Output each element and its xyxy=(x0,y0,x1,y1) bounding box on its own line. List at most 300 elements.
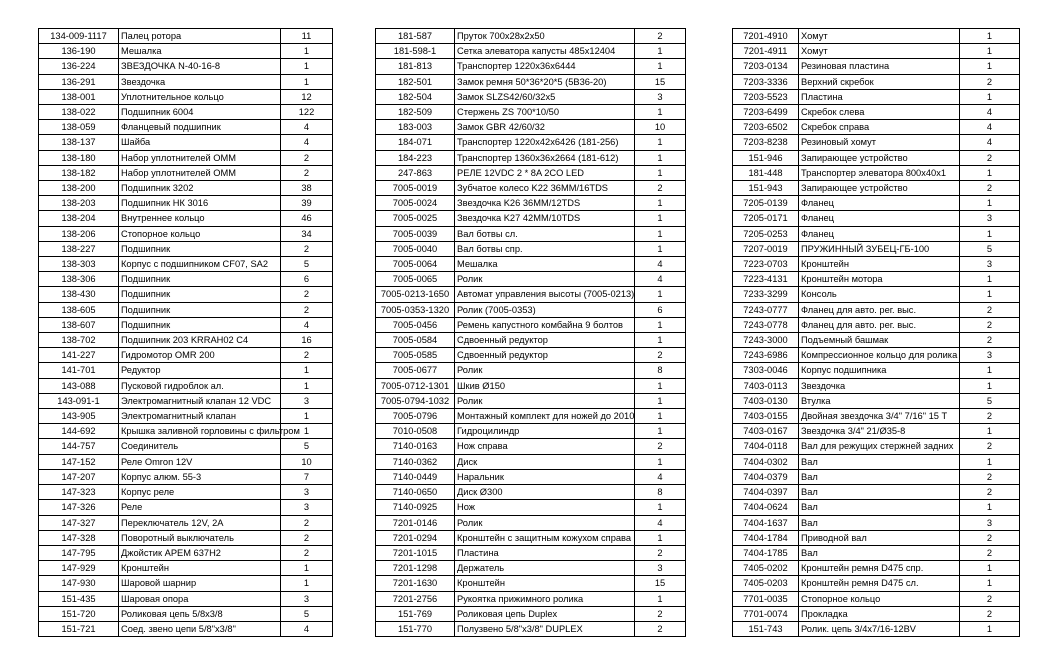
quantity-cell: 2 xyxy=(960,485,1020,500)
part-code-cell: 151-721 xyxy=(39,621,119,636)
part-code-cell: 7403-0167 xyxy=(733,424,799,439)
quantity-cell: 2 xyxy=(281,302,333,317)
part-code-cell: 7205-0171 xyxy=(733,211,799,226)
table-row xyxy=(39,241,333,256)
part-name-cell: Подшипник НК 3016 xyxy=(119,196,281,211)
quantity-cell: 38 xyxy=(281,181,333,196)
table-row xyxy=(733,393,1020,408)
part-name-cell: Корпус с подшипником CF07, SA2 xyxy=(119,257,281,272)
part-name-cell: Электромагнитный клапан xyxy=(119,409,281,424)
part-code-cell: 136-190 xyxy=(39,44,119,59)
quantity-cell: 3 xyxy=(960,515,1020,530)
part-name-cell: Наральник xyxy=(455,469,635,484)
part-code-cell: 7201-2756 xyxy=(376,591,455,606)
table-row xyxy=(733,74,1020,89)
quantity-cell: 2 xyxy=(960,302,1020,317)
table-row xyxy=(39,576,333,591)
quantity-cell: 4 xyxy=(635,257,686,272)
part-name-cell: Корпус подшипника xyxy=(799,363,960,378)
table-row xyxy=(376,44,686,59)
part-code-cell: 151-946 xyxy=(733,150,799,165)
table-row xyxy=(39,621,333,636)
quantity-cell: 10 xyxy=(635,120,686,135)
quantity-cell: 2 xyxy=(281,348,333,363)
part-name-cell: Сетка элеватора капусты 485x12404 xyxy=(455,44,635,59)
table-row xyxy=(733,363,1020,378)
part-name-cell: Скребок справа xyxy=(799,120,960,135)
table-row xyxy=(39,226,333,241)
table-row xyxy=(376,89,686,104)
part-name-cell: Монтажный комплект для ножей до 2010 xyxy=(455,409,635,424)
quantity-cell: 5 xyxy=(281,257,333,272)
part-code-cell: 181-448 xyxy=(733,165,799,180)
quantity-cell: 1 xyxy=(960,621,1020,636)
part-name-cell: Кронштейн мотора xyxy=(799,272,960,287)
quantity-cell: 2 xyxy=(281,530,333,545)
part-name-cell: Кронштейн ремня D475 сл. xyxy=(799,576,960,591)
table-row xyxy=(376,287,686,302)
part-code-cell: 7005-0039 xyxy=(376,226,455,241)
table-row xyxy=(376,196,686,211)
part-name-cell: Пусковой гидроблок ал. xyxy=(119,378,281,393)
part-name-cell: РЕЛЕ 12VDC 2 * 8A 2CO LED xyxy=(455,165,635,180)
part-code-cell: 182-501 xyxy=(376,74,455,89)
part-name-cell: Фланец для авто. рег. выс. xyxy=(799,317,960,332)
part-code-cell: 147-323 xyxy=(39,485,119,500)
table-row xyxy=(376,29,686,44)
part-name-cell: Джойстик APEM 637H2 xyxy=(119,545,281,560)
quantity-cell: 4 xyxy=(960,135,1020,150)
part-code-cell: 151-770 xyxy=(376,621,455,636)
quantity-cell: 5 xyxy=(960,241,1020,256)
quantity-cell: 2 xyxy=(635,348,686,363)
part-name-cell: Корпус алюм. 55-3 xyxy=(119,469,281,484)
table-row xyxy=(39,135,333,150)
quantity-cell: 3 xyxy=(960,348,1020,363)
quantity-cell: 1 xyxy=(960,363,1020,378)
quantity-cell: 1 xyxy=(635,409,686,424)
quantity-cell: 3 xyxy=(960,257,1020,272)
parts-table-right xyxy=(732,28,1020,637)
part-name-cell: Звездочка xyxy=(799,378,960,393)
table-row xyxy=(733,439,1020,454)
table-row xyxy=(39,272,333,287)
quantity-cell: 2 xyxy=(635,606,686,621)
part-name-cell: Кронштейн ремня D475 спр. xyxy=(799,561,960,576)
table-row xyxy=(376,272,686,287)
part-code-cell: 138-306 xyxy=(39,272,119,287)
part-code-cell: 138-303 xyxy=(39,257,119,272)
part-code-cell: 7203-6502 xyxy=(733,120,799,135)
quantity-cell: 4 xyxy=(960,105,1020,120)
table-row xyxy=(39,74,333,89)
quantity-cell: 1 xyxy=(281,74,333,89)
part-code-cell: 7404-0624 xyxy=(733,500,799,515)
quantity-cell: 1 xyxy=(960,378,1020,393)
part-code-cell: 147-929 xyxy=(39,561,119,576)
table-row xyxy=(733,500,1020,515)
part-code-cell: 7404-1785 xyxy=(733,545,799,560)
part-code-cell: 7203-5523 xyxy=(733,89,799,104)
quantity-cell: 1 xyxy=(281,59,333,74)
table-row xyxy=(376,393,686,408)
part-name-cell: Рукоятка прижимного ролика xyxy=(455,591,635,606)
quantity-cell: 2 xyxy=(960,317,1020,332)
quantity-cell: 1 xyxy=(635,59,686,74)
part-name-cell: Нож xyxy=(455,500,635,515)
part-name-cell: Подшипник xyxy=(119,287,281,302)
table-row xyxy=(39,409,333,424)
table-row xyxy=(376,606,686,621)
part-name-cell: Ролик (7005-0353) xyxy=(455,302,635,317)
table-row xyxy=(733,257,1020,272)
part-code-cell: 7140-0925 xyxy=(376,500,455,515)
part-name-cell: Шкив Ø150 xyxy=(455,378,635,393)
part-name-cell: Хомут xyxy=(799,29,960,44)
part-code-cell: 7203-6499 xyxy=(733,105,799,120)
table-row xyxy=(733,181,1020,196)
part-code-cell: 147-207 xyxy=(39,469,119,484)
part-code-cell: 136-224 xyxy=(39,59,119,74)
quantity-cell: 3 xyxy=(960,211,1020,226)
part-name-cell: ЗВЕЗДОЧКА N-40-16-8 xyxy=(119,59,281,74)
table-row xyxy=(733,561,1020,576)
table-row xyxy=(376,363,686,378)
part-code-cell: 7404-0379 xyxy=(733,469,799,484)
part-code-cell: 7201-0146 xyxy=(376,515,455,530)
part-code-cell: 7243-3000 xyxy=(733,333,799,348)
table-row xyxy=(39,591,333,606)
quantity-cell: 1 xyxy=(635,287,686,302)
part-name-cell: Хомут xyxy=(799,44,960,59)
table-row xyxy=(39,44,333,59)
part-code-cell: 7005-0585 xyxy=(376,348,455,363)
quantity-cell: 1 xyxy=(635,393,686,408)
part-name-cell: Подшипник xyxy=(119,317,281,332)
part-code-cell: 7005-0794-1032 xyxy=(376,393,455,408)
quantity-cell: 1 xyxy=(281,576,333,591)
quantity-cell: 122 xyxy=(281,105,333,120)
table-row xyxy=(376,485,686,500)
table-row xyxy=(376,135,686,150)
quantity-cell: 2 xyxy=(281,515,333,530)
table-row xyxy=(733,89,1020,104)
part-code-cell: 7005-0796 xyxy=(376,409,455,424)
part-code-cell: 138-204 xyxy=(39,211,119,226)
quantity-cell: 2 xyxy=(635,621,686,636)
part-name-cell: Подшипник xyxy=(119,272,281,287)
quantity-cell: 1 xyxy=(635,454,686,469)
quantity-cell: 2 xyxy=(960,439,1020,454)
part-code-cell: 7203-3336 xyxy=(733,74,799,89)
part-name-cell: Кронштейн xyxy=(119,561,281,576)
table-row xyxy=(39,105,333,120)
part-code-cell: 151-743 xyxy=(733,621,799,636)
table-row xyxy=(733,591,1020,606)
part-name-cell: Фланец xyxy=(799,196,960,211)
quantity-cell: 1 xyxy=(635,333,686,348)
table-row xyxy=(733,485,1020,500)
quantity-cell: 1 xyxy=(281,378,333,393)
table-row xyxy=(39,530,333,545)
part-name-cell: Подшипник xyxy=(119,302,281,317)
table-row xyxy=(39,485,333,500)
part-code-cell: 147-328 xyxy=(39,530,119,545)
quantity-cell: 1 xyxy=(960,89,1020,104)
part-name-cell: Приводной вал xyxy=(799,530,960,545)
part-code-cell: 7404-0302 xyxy=(733,454,799,469)
part-name-cell: Вал для режущих стержней задних xyxy=(799,439,960,454)
quantity-cell: 1 xyxy=(635,44,686,59)
part-name-cell: Кронштейн xyxy=(455,576,635,591)
table-row xyxy=(733,120,1020,135)
part-code-cell: 7403-0113 xyxy=(733,378,799,393)
quantity-cell: 1 xyxy=(281,409,333,424)
part-name-cell: Звездочка xyxy=(119,74,281,89)
quantity-cell: 3 xyxy=(635,89,686,104)
part-code-cell: 247-863 xyxy=(376,165,455,180)
quantity-cell: 1 xyxy=(635,530,686,545)
table-row xyxy=(39,29,333,44)
part-name-cell: Запирающее устройство xyxy=(799,150,960,165)
part-code-cell: 7140-0650 xyxy=(376,485,455,500)
quantity-cell: 7 xyxy=(281,469,333,484)
part-name-cell: Кронштейн xyxy=(799,257,960,272)
quantity-cell: 2 xyxy=(635,545,686,560)
part-name-cell: Стопорное кольцо xyxy=(119,226,281,241)
table-row xyxy=(376,454,686,469)
quantity-cell: 4 xyxy=(281,120,333,135)
part-code-cell: 7405-0202 xyxy=(733,561,799,576)
table-row xyxy=(376,150,686,165)
part-name-cell: Вал xyxy=(799,500,960,515)
part-code-cell: 7207-0019 xyxy=(733,241,799,256)
table-row xyxy=(39,439,333,454)
quantity-cell: 1 xyxy=(960,287,1020,302)
part-name-cell: Замок GBR 42/60/32 xyxy=(455,120,635,135)
part-code-cell: 138-022 xyxy=(39,105,119,120)
table-row xyxy=(733,606,1020,621)
table-row xyxy=(376,378,686,393)
part-code-cell: 138-180 xyxy=(39,150,119,165)
table-row xyxy=(376,257,686,272)
quantity-cell: 1 xyxy=(960,500,1020,515)
quantity-cell: 5 xyxy=(281,439,333,454)
part-name-cell: Реле xyxy=(119,500,281,515)
table-row xyxy=(376,120,686,135)
part-name-cell: Замок ремня 50*36*20*5 (5B36-20) xyxy=(455,74,635,89)
quantity-cell: 1 xyxy=(635,165,686,180)
part-name-cell: Поворотный выключатель xyxy=(119,530,281,545)
part-name-cell: Резиновый хомут xyxy=(799,135,960,150)
part-code-cell: 7005-0677 xyxy=(376,363,455,378)
quantity-cell: 4 xyxy=(635,272,686,287)
quantity-cell: 3 xyxy=(281,485,333,500)
part-name-cell: Звездочка K27 42MM/10TDS xyxy=(455,211,635,226)
part-code-cell: 7201-1630 xyxy=(376,576,455,591)
table-row xyxy=(733,576,1020,591)
part-code-cell: 147-152 xyxy=(39,454,119,469)
part-name-cell: Ролик xyxy=(455,393,635,408)
table-row xyxy=(733,165,1020,180)
part-code-cell: 7201-1298 xyxy=(376,561,455,576)
table-row xyxy=(376,302,686,317)
part-name-cell: Вал xyxy=(799,485,960,500)
part-name-cell: Шаровая опора xyxy=(119,591,281,606)
part-name-cell: Подшипник 3202 xyxy=(119,181,281,196)
table-row xyxy=(376,165,686,180)
part-name-cell: Прокладка xyxy=(799,606,960,621)
table-row xyxy=(733,454,1020,469)
part-code-cell: 182-504 xyxy=(376,89,455,104)
part-code-cell: 138-059 xyxy=(39,120,119,135)
quantity-cell: 12 xyxy=(281,89,333,104)
part-name-cell: Диск xyxy=(455,454,635,469)
quantity-cell: 4 xyxy=(281,621,333,636)
part-name-cell: Вал xyxy=(799,454,960,469)
quantity-cell: 1 xyxy=(281,363,333,378)
quantity-cell: 5 xyxy=(960,393,1020,408)
part-name-cell: Шаровой шарнир xyxy=(119,576,281,591)
part-code-cell: 181-813 xyxy=(376,59,455,74)
table-row xyxy=(39,393,333,408)
table-row xyxy=(733,272,1020,287)
quantity-cell: 39 xyxy=(281,196,333,211)
table-row xyxy=(39,317,333,332)
table-row xyxy=(39,378,333,393)
part-name-cell: Кронштейн с защитным кожухом справа xyxy=(455,530,635,545)
table-row xyxy=(733,424,1020,439)
part-name-cell: Ремень капустного комбайна 9 болтов xyxy=(455,317,635,332)
table-row xyxy=(733,241,1020,256)
quantity-cell: 1 xyxy=(960,424,1020,439)
table-row xyxy=(733,333,1020,348)
quantity-cell: 3 xyxy=(281,591,333,606)
parts-table-middle xyxy=(375,28,686,637)
part-code-cell: 7404-0118 xyxy=(733,439,799,454)
quantity-cell: 1 xyxy=(635,226,686,241)
part-name-cell: Двойная звездочка 3/4" 7/16" 15 Т xyxy=(799,409,960,424)
part-name-cell: Транспортер 1220x36x6444 xyxy=(455,59,635,74)
quantity-cell: 2 xyxy=(960,333,1020,348)
part-code-cell: 181-587 xyxy=(376,29,455,44)
part-code-cell: 147-326 xyxy=(39,500,119,515)
part-code-cell: 141-227 xyxy=(39,348,119,363)
part-code-cell: 7201-0294 xyxy=(376,530,455,545)
quantity-cell: 1 xyxy=(635,211,686,226)
quantity-cell: 2 xyxy=(960,591,1020,606)
part-code-cell: 147-795 xyxy=(39,545,119,560)
table-row xyxy=(733,621,1020,636)
part-name-cell: Роликовая цепь Duplex xyxy=(455,606,635,621)
quantity-cell: 2 xyxy=(281,545,333,560)
quantity-cell: 1 xyxy=(960,576,1020,591)
part-code-cell: 7203-0134 xyxy=(733,59,799,74)
table-row xyxy=(376,545,686,560)
table-row xyxy=(376,317,686,332)
part-code-cell: 7205-0253 xyxy=(733,226,799,241)
part-name-cell: Подъемный башмак xyxy=(799,333,960,348)
quantity-cell: 1 xyxy=(960,561,1020,576)
quantity-cell: 1 xyxy=(635,150,686,165)
quantity-cell: 1 xyxy=(960,226,1020,241)
quantity-cell: 3 xyxy=(635,561,686,576)
part-name-cell: Звездочка 3/4" 21/Ø35-8 xyxy=(799,424,960,439)
quantity-cell: 2 xyxy=(281,241,333,256)
quantity-cell: 16 xyxy=(281,333,333,348)
table-row xyxy=(376,424,686,439)
table-row xyxy=(39,469,333,484)
part-code-cell: 7404-0397 xyxy=(733,485,799,500)
table-row xyxy=(733,378,1020,393)
quantity-cell: 2 xyxy=(960,606,1020,621)
part-code-cell: 144-692 xyxy=(39,424,119,439)
quantity-cell: 1 xyxy=(960,29,1020,44)
table-row xyxy=(376,561,686,576)
quantity-cell: 8 xyxy=(635,363,686,378)
part-code-cell: 138-200 xyxy=(39,181,119,196)
part-code-cell: 7223-4131 xyxy=(733,272,799,287)
quantity-cell: 1 xyxy=(960,272,1020,287)
quantity-cell: 4 xyxy=(281,317,333,332)
part-code-cell: 138-206 xyxy=(39,226,119,241)
table-row xyxy=(376,105,686,120)
table-row xyxy=(376,591,686,606)
part-name-cell: Внутреннее кольцо xyxy=(119,211,281,226)
part-name-cell: Ролик xyxy=(455,515,635,530)
part-name-cell: Ролик. цепь 3/4x7/16-12BV xyxy=(799,621,960,636)
part-code-cell: 138-702 xyxy=(39,333,119,348)
part-code-cell: 7201-4911 xyxy=(733,44,799,59)
part-code-cell: 7005-0456 xyxy=(376,317,455,332)
table-row xyxy=(376,409,686,424)
part-name-cell: Пруток 700x28x2x50 xyxy=(455,29,635,44)
part-name-cell: Полузвено 5/8"x3/8" DUPLEX xyxy=(455,621,635,636)
part-code-cell: 7303-0046 xyxy=(733,363,799,378)
part-name-cell: Реле Omron 12V xyxy=(119,454,281,469)
table-row xyxy=(733,29,1020,44)
quantity-cell: 11 xyxy=(281,29,333,44)
part-code-cell: 7005-0040 xyxy=(376,241,455,256)
table-row xyxy=(733,211,1020,226)
part-name-cell: Ролик xyxy=(455,272,635,287)
part-name-cell: Консоль xyxy=(799,287,960,302)
quantity-cell: 1 xyxy=(635,135,686,150)
quantity-cell: 1 xyxy=(635,424,686,439)
quantity-cell: 1 xyxy=(960,196,1020,211)
part-name-cell: Автомат управления высоты (7005-0213) xyxy=(455,287,635,302)
table-row xyxy=(376,181,686,196)
table-row xyxy=(39,89,333,104)
part-code-cell: 7243-0777 xyxy=(733,302,799,317)
part-name-cell: Уплотнительное кольцо xyxy=(119,89,281,104)
quantity-cell: 8 xyxy=(635,485,686,500)
part-name-cell: Вал ботвы спр. xyxy=(455,241,635,256)
table-row xyxy=(733,409,1020,424)
part-code-cell: 7205-0139 xyxy=(733,196,799,211)
part-code-cell: 7140-0362 xyxy=(376,454,455,469)
part-code-cell: 7701-0035 xyxy=(733,591,799,606)
part-code-cell: 7701-0074 xyxy=(733,606,799,621)
part-name-cell: Втулка xyxy=(799,393,960,408)
table-row xyxy=(733,150,1020,165)
part-name-cell: Электромагнитный клапан 12 VDC xyxy=(119,393,281,408)
part-name-cell: Вал xyxy=(799,515,960,530)
part-code-cell: 138-607 xyxy=(39,317,119,332)
part-code-cell: 181-598-1 xyxy=(376,44,455,59)
part-code-cell: 7005-0024 xyxy=(376,196,455,211)
quantity-cell: 1 xyxy=(635,317,686,332)
